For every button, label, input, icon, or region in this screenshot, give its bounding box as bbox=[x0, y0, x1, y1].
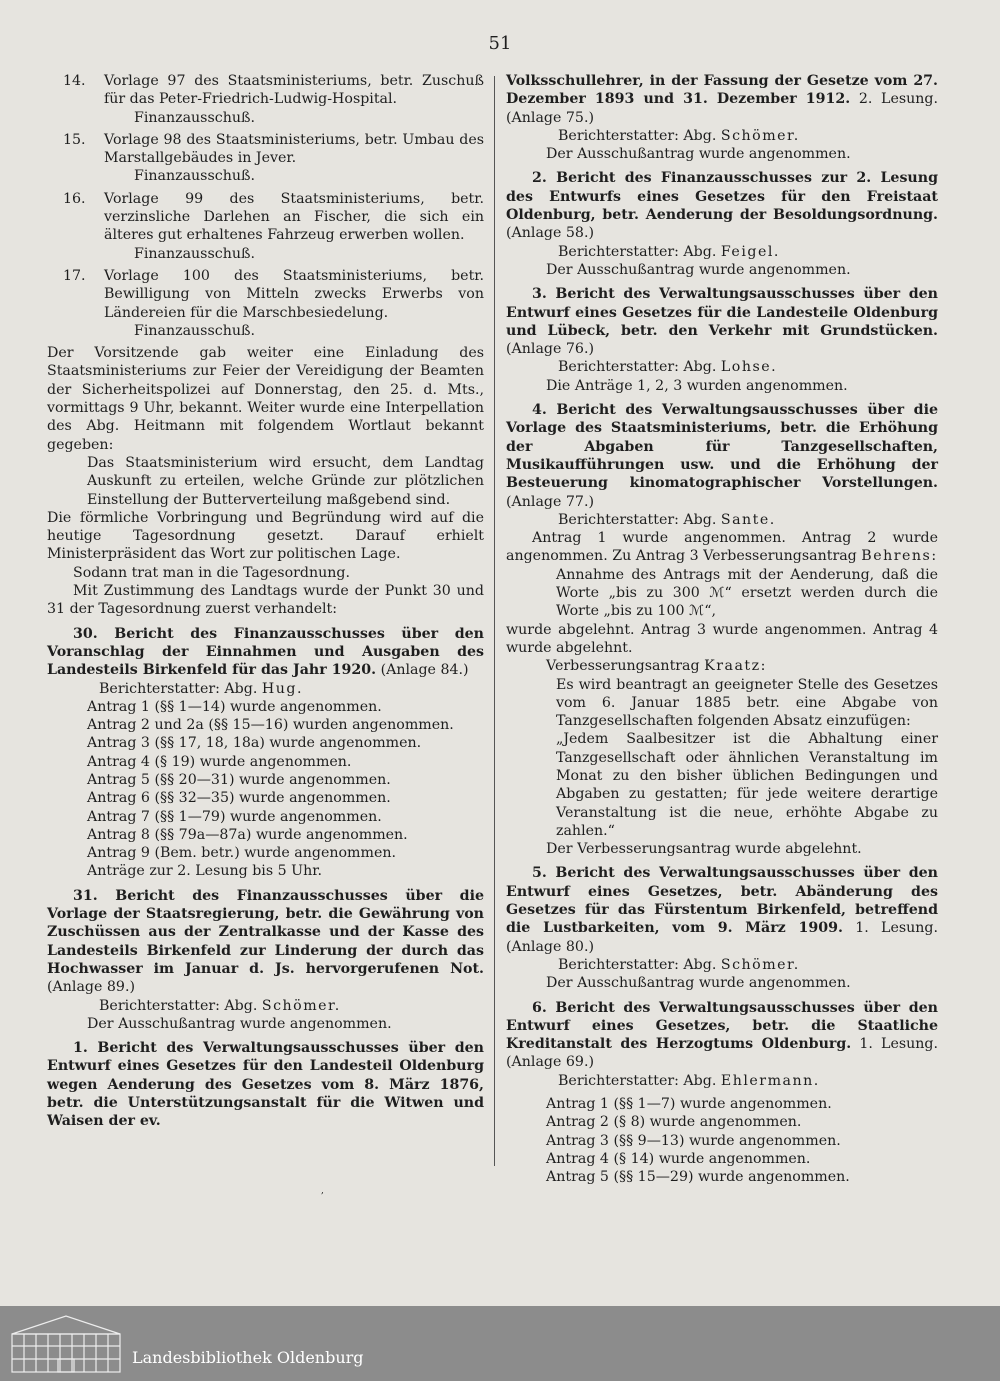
motion-line: Antrag 6 (§§ 32—35) wurde angenommen. bbox=[87, 790, 391, 807]
right-column bbox=[506, 72, 938, 1187]
rapporteur-label: Berichterstatter: Abg. bbox=[99, 997, 258, 1014]
report-1 bbox=[47, 1039, 484, 1130]
interpellation-quote: Das Staatsministerium wird ersucht, dem Landtag Auskunft zu erteilen, welche Gründe zur plötzlichen Einstellung der Butterverteilung maßgebend sind. bbox=[87, 454, 484, 508]
report-heading: 31. Bericht des Finanzausschusses über die Vorlage der Staatsregierung, betr. die Gewährung von Zuschüssen aus der Zentralkasse und der Kasse des Landesteils Birkenfeld zur Linderung der durch das Hochwasser im Januar d. Js. hervorgerufenen Not. bbox=[47, 887, 484, 977]
rapporteur-name: Hug. bbox=[261, 680, 303, 697]
agenda-item-committee: Finanzausschuß. bbox=[134, 322, 255, 339]
amendment-quote: Annahme des Antrags mit der Aenderung, daß die Worte „bis zu 300 ℳ“ ersetzt werden durch die Worte „bis zu 100 ℳ“, bbox=[556, 566, 938, 620]
report-reading: 1. Lesung. bbox=[859, 1036, 938, 1053]
rapporteur-label: Berichterstatter: Abg. bbox=[99, 680, 258, 697]
rapporteur-label: Berichterstatter: Abg. bbox=[558, 127, 717, 144]
agenda-item-15 bbox=[47, 131, 484, 186]
rapporteur-line bbox=[506, 956, 938, 974]
rapporteur-line bbox=[506, 1072, 938, 1090]
report-heading: 5. Bericht des Verwaltungsausschusses über den Entwurf eines Gesetzes, betr. Abänderung des Gesetzes für das Fürstentum Birkenfeld, betreffend die Lustbarkeiten, vom 9. März 1909. bbox=[506, 865, 938, 937]
agenda-item-committee: Finanzausschuß. bbox=[134, 168, 255, 185]
agenda-item-text: Vorlage 100 des Staatsministeriums, betr. Bewilligung von Mitteln zwecks Erwerbs von Ländereien für die Marschbesiedelung. bbox=[104, 267, 484, 321]
result-line: Der Verbesserungsantrag wurde abgelehnt. bbox=[546, 841, 862, 858]
agenda-item-number: 14. bbox=[63, 73, 86, 89]
rapporteur-name: Sante. bbox=[720, 511, 776, 528]
agenda-item-number: 15. bbox=[63, 131, 86, 148]
report-annex: (Anlage 75.) bbox=[506, 109, 594, 126]
invitation-paragraph: Der Vorsitzende gab weiter eine Einladung des Staatsministeriums zur Feier der Vereidigung der Beamten der Sicherheitspolizei auf Donnerstag, den 25. d. Mts., vormittags 9 Uhr, bekannt. Weiter wurde eine Interpellation des Abg. Heitmann mit folgendem Wortlaut bekannt gegeben: bbox=[47, 345, 484, 453]
library-building-icon bbox=[10, 1312, 122, 1374]
formal-paragraph: Die förmliche Vorbringung und Begründung wird auf die heutige Tagesordnung gesetzt. Darauf erhielt Ministerpräsident das Wort zur politischen Lage. bbox=[47, 509, 484, 563]
report-heading: 6. Bericht des Verwaltungsausschusses über den Entwurf eines Gesetzes, betr. die Staatliche Kreditanstalt des Herzogtums Oldenburg. bbox=[506, 999, 938, 1053]
motion-line: Antrag 3 (§§ 9—13) wurde angenommen. bbox=[546, 1132, 841, 1149]
rapporteur-name: Ehlermann. bbox=[720, 1072, 820, 1089]
report-annex: (Anlage 69.) bbox=[506, 1054, 594, 1071]
report-reading: 1. Lesung. bbox=[855, 920, 939, 937]
report-3 bbox=[506, 285, 938, 358]
rapporteur-label: Berichterstatter: Abg. bbox=[558, 1072, 717, 1089]
stray-mark: , bbox=[321, 1186, 324, 1196]
report-heading: 2. Bericht des Finanzausschusses zur 2. Lesung des Entwurfs eines Gesetzes für den Freistaat Oldenburg, betr. Aenderung der Besoldungsordnung. bbox=[506, 170, 938, 224]
report-reading: 2. Lesung. bbox=[858, 91, 939, 108]
agenda-item-committee: Finanzausschuß. bbox=[134, 245, 255, 262]
motion-line: Antrag 4 (§ 19) wurde angenommen. bbox=[87, 753, 352, 770]
report-5 bbox=[506, 864, 938, 955]
motion-paragraph bbox=[506, 529, 938, 566]
amendment-2-line bbox=[506, 657, 938, 675]
motion-list bbox=[506, 1095, 938, 1186]
report-annex: (Anlage 84.) bbox=[380, 662, 469, 679]
report-annex: (Anlage 89.) bbox=[47, 979, 135, 996]
motion-line: Antrag 8 (§§ 79a—87a) wurde angenommen. bbox=[87, 826, 408, 843]
motion-line: Antrag 4 (§ 14) wurde angenommen. bbox=[546, 1150, 811, 1167]
motion-line: Antrag 5 (§§ 20—31) wurde angenommen. bbox=[87, 771, 391, 788]
rapporteur-label: Berichterstatter: Abg. bbox=[558, 243, 717, 260]
rapporteur-name: Schömer. bbox=[720, 956, 800, 973]
library-footer bbox=[0, 1306, 1000, 1381]
motion-text: Antrag 1 wurde angenommen. Antrag 2 wurde angenommen. Zu Antrag 3 Verbesserungsantrag bbox=[506, 530, 938, 565]
rapporteur-label: Berichterstatter: Abg. bbox=[558, 956, 717, 973]
report-annex: (Anlage 80.) bbox=[506, 938, 594, 955]
agenda-item-text: Vorlage 98 des Staatsministeriums, betr. Umbau des Marstallgebäudes in Jever. bbox=[104, 131, 484, 167]
report-2 bbox=[506, 169, 938, 242]
result-line: Der Ausschußantrag wurde angenommen. bbox=[546, 146, 851, 163]
amendment-author: Behrens: bbox=[861, 548, 938, 565]
agenda-item-text: Vorlage 99 des Staatsministeriums, betr. verzinsliche Darlehen an Fischer, die sich ein älteres gut erhaltenes Fahrzeug erwerben wollen. bbox=[104, 190, 484, 244]
rapporteur-line bbox=[47, 680, 484, 698]
agenda-item-text: Vorlage 97 des Staatsministeriums, betr. Zuschuß für das Peter-Friedrich-Ludwig-Hospital. bbox=[104, 73, 484, 108]
motion-line: Antrag 1 (§§ 1—7) wurde angenommen. bbox=[546, 1096, 832, 1113]
rapporteur-label: Berichterstatter: Abg. bbox=[558, 511, 717, 528]
consent-line: Mit Zustimmung des Landtags wurde der Punkt 30 und 31 der Tagesordnung zuerst verhandelt: bbox=[47, 583, 484, 618]
amendment-label: Verbesserungsantrag bbox=[546, 658, 700, 675]
rapporteur-name: Schömer. bbox=[720, 127, 800, 144]
motion-list bbox=[47, 698, 484, 881]
agenda-line: Sodann trat man in die Tagesordnung. bbox=[73, 564, 350, 581]
rapporteur-line bbox=[506, 511, 938, 529]
motion-line: Antrag 9 (Bem. betr.) wurde angenommen. bbox=[87, 845, 396, 862]
left-column bbox=[47, 72, 484, 1131]
result-line: Der Ausschußantrag wurde angenommen. bbox=[87, 1015, 392, 1032]
motion-line: Antrag 2 und 2a (§§ 15—16) wurden angenommen. bbox=[87, 717, 454, 734]
column-divider bbox=[494, 76, 495, 1166]
report-annex: (Anlage 76.) bbox=[506, 341, 594, 358]
rapporteur-name: Schömer. bbox=[261, 997, 341, 1014]
motion-line: Antrag 2 (§ 8) wurde angenommen. bbox=[546, 1114, 802, 1131]
result-line: Der Ausschußantrag wurde angenommen. bbox=[546, 261, 851, 278]
agenda-item-14 bbox=[47, 72, 484, 127]
library-name: Landesbibliothek Oldenburg bbox=[132, 1348, 364, 1367]
agenda-item-16 bbox=[47, 190, 484, 263]
agenda-item-number: 16. bbox=[63, 190, 86, 207]
amendment-2-text: Es wird beantragt an geeigneter Stelle des Gesetzes vom 6. Januar 1885 betr. eine Abgabe von Tanzgesellschaften folgenden Absatz einzufügen: bbox=[556, 676, 938, 730]
report-annex: (Anlage 58.) bbox=[506, 225, 594, 242]
report-heading: 3. Bericht des Verwaltungsausschusses über den Entwurf eines Gesetzes für die Landesteile Oldenburg und Lübeck, betr. den Verkehr mit Grundstücken. bbox=[506, 286, 938, 339]
report-heading: Volksschullehrer, in der Fassung der Gesetze vom 27. Dezember 1893 und 31. Dezember 1912. bbox=[506, 73, 938, 108]
rapporteur-line bbox=[506, 243, 938, 261]
report-annex: (Anlage 77.) bbox=[506, 493, 594, 510]
motion-line: Antrag 1 (§§ 1—14) wurde angenommen. bbox=[87, 698, 382, 715]
rapporteur-label: Berichterstatter: Abg. bbox=[558, 359, 717, 376]
result-line: Der Ausschußantrag wurde angenommen. bbox=[546, 975, 851, 992]
rapporteur-line bbox=[47, 997, 484, 1015]
report-heading: 30. Bericht des Finanzausschusses über den Voranschlag der Einnahmen und Ausgaben des Landesteils Birkenfeld für das Jahr 1920. bbox=[47, 625, 484, 679]
motion-line: Antrag 5 (§§ 15—29) wurde angenommen. bbox=[546, 1169, 850, 1186]
rapporteur-line bbox=[506, 127, 938, 145]
amendment-outcome: wurde abgelehnt. Antrag 3 wurde angenommen. Antrag 4 wurde abgelehnt. bbox=[506, 621, 938, 656]
report-heading: 1. Bericht des Verwaltungsausschusses über den Entwurf eines Gesetzes für den Landesteil Oldenburg wegen Aenderung des Gesetzes vom 8. März 1876, betr. die Unterstützungsanstalt für die Witwen und Waisen der ev. bbox=[47, 1040, 484, 1130]
report-6 bbox=[506, 999, 938, 1072]
agenda-item-17 bbox=[47, 267, 484, 340]
rapporteur-name: Feigel. bbox=[720, 243, 780, 260]
amendment-2-quote: „Jedem Saalbesitzer ist die Abhaltung einer Tanzgesellschaft oder ähnlichen Veranstaltung im Monat zu den bisher üblichen Bedingungen und Abgaben zu gestatten; für jede weitere derartige Veranstaltung ist die neue, erhöhte Abgabe zu zahlen.“ bbox=[556, 731, 938, 839]
report-1-continued bbox=[506, 72, 938, 127]
report-heading: 4. Bericht des Verwaltungsausschusses über die Vorlage des Staatsministeriums, betr. die Erhöhung der Abgaben für Tanzgesellschaften, Musikaufführungen usw. und die Erhöhung der Besteuerung kinomatographischer Vorstellungen. bbox=[506, 402, 938, 492]
agenda-item-number: 17. bbox=[63, 267, 86, 284]
motion-line: Antrag 3 (§§ 17, 18, 18a) wurde angenommen. bbox=[87, 735, 422, 752]
rapporteur-line bbox=[506, 358, 938, 376]
report-30 bbox=[47, 625, 484, 680]
page-number: 51 bbox=[488, 33, 512, 54]
report-31 bbox=[47, 887, 484, 997]
motion-line: Antrag 7 (§§ 1—79) wurde angenommen. bbox=[87, 808, 382, 825]
report-4 bbox=[506, 401, 938, 511]
rapporteur-name: Lohse. bbox=[720, 359, 778, 376]
agenda-item-committee: Finanzausschuß. bbox=[134, 109, 255, 126]
result-line: Die Anträge 1, 2, 3 wurden angenommen. bbox=[546, 377, 848, 394]
amendment-author: Kraatz: bbox=[704, 658, 767, 675]
motion-line: Anträge zur 2. Lesung bis 5 Uhr. bbox=[87, 863, 322, 880]
